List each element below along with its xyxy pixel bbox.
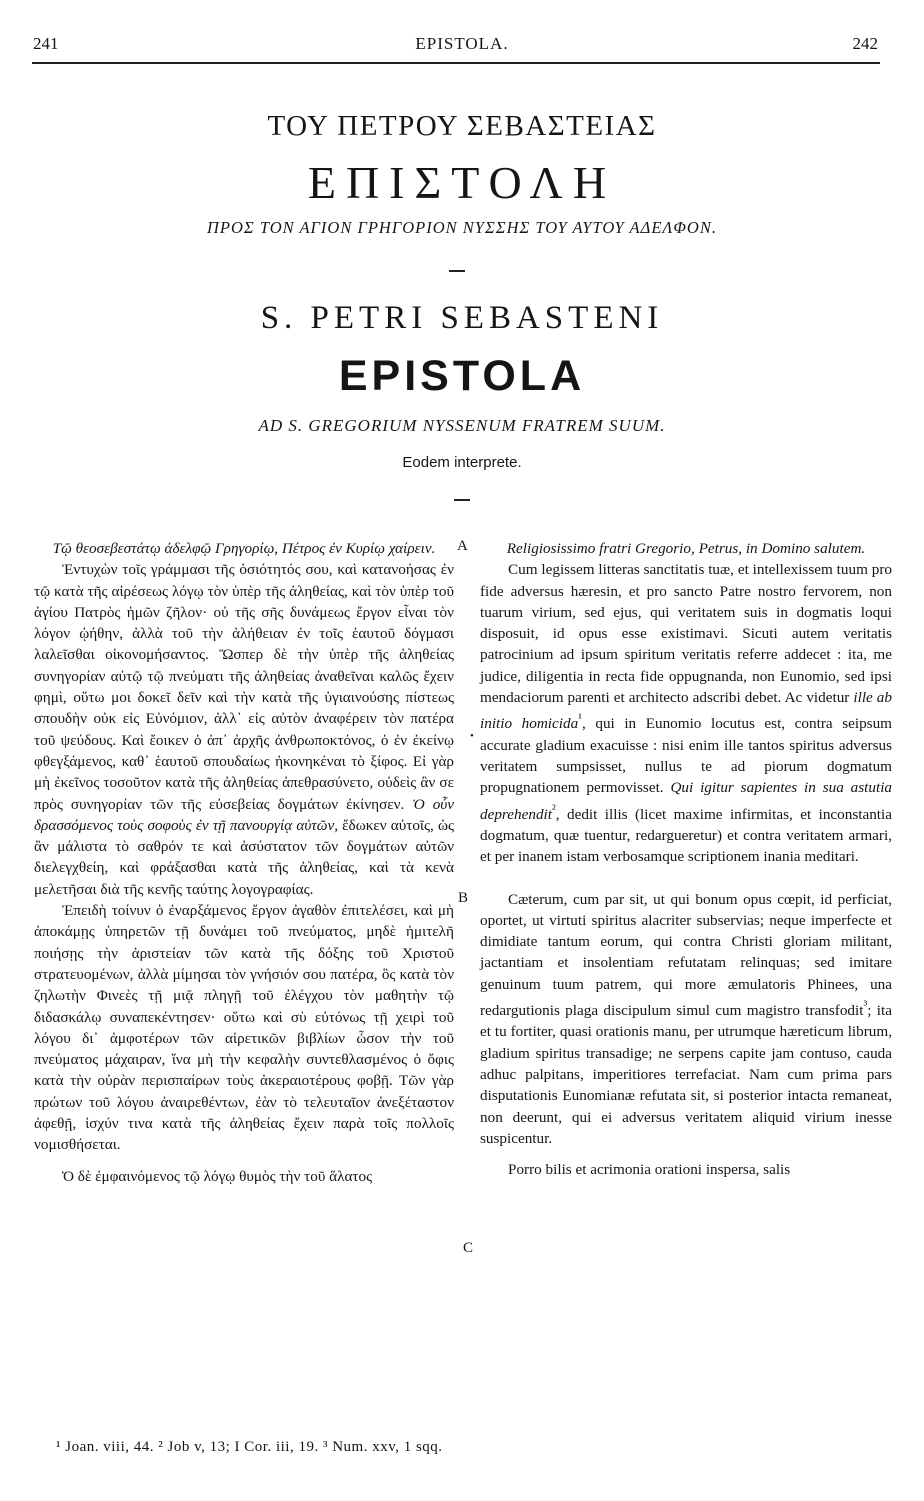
- footnote-ref: ²: [551, 801, 556, 816]
- margin-letter-c: C: [463, 1240, 474, 1256]
- footnote-ref: ³: [863, 998, 868, 1013]
- greek-title: ΤΟΥ ΠΕΤΡΟΥ ΣΕΒΑΣΤΕΙΑΣ: [267, 110, 657, 142]
- greek-paragraph: Ἐντυχὼν τοῖς γράμμασι τῆς ὁσιότητός σου, καὶ κατανοήσας ἐν τῷ κατὰ τῆς αἱρέσεως λόγῳ τὸν ὑπὲρ τῆς ἀληθείας, καὶ τὸν ὑπὲρ τοῦ ἁγίου Πατρὸς ἡμῶν ζῆλον· οὐ τῆς σῆς δυνάμεως ἔργον εἶναι τὸν λόγον ᾠήθην, ἀλλὰ τοῦ τὴν ἀλήθειαν ἐν τοῖς ἑαυτοῦ δόγμασι λαλεῖσθαι οἰκονομήσαντος. Ὥσπερ δὲ τὴν ὑπὲρ τῆς ἀληθείας συνηγορίαν αὐτῷ τῷ πνεύματι τῆς ἀληθείας ἀναθεῖναι καλῶς ἔχειν φημὶ, οὕτω μοι δοκεῖ δεῖν καὶ τὴν κατὰ τῆς ὑγιαινούσης πίστεως σπουδὴν οὐκ εἰς Εὐνόμιον, ἀλλ᾽ εἰς αὐτὸν ἀναφέρειν τὸν πατέρα τοῦ ψεύδους. Καὶ ἔοικεν ὁ ἀπ᾽ ἀρχῆς ἀνθρωποκτόνος, ὁ ἐν ἐκείνῳ φθεγξάμενος, καθ᾽ ἑαυτοῦ σπουδαίως ἠκονηκέναι τὸ ξίφος. Εἰ γὰρ μὴ ἐκεῖνος τοσοῦτον κατὰ τῆς ἀληθείας ἀπεθρασύνετο, οὐδεὶς ἂν σε πρὸς συνηγορίαν τῶν τῆς εὐσεβείας δογμάτων ἐκίνησεν. Ὁ οὖν δρασσόμενος τοὺς σοφοὺς ἐν τῇ πανουργίᾳ αὐτῶν, ἔδωκεν αὐτοῖς, ὡς ἂν μάλιστα τὸ σαθρόν τε καὶ ἀσύστατον τῶν δογμάτων αὐτῶν διελεγχθείη, καὶ φράξασθαι κατὰ τῆς ἀληθείας, καὶ τὰ κενὰ μελετῆσαι διὰ τῆς κενῆς ταύτης λογογραφίας.: [34, 561, 455, 898]
- running-header: [0, 34, 924, 56]
- greek-epistle-title: ΕΠΙΣΤΟΛΗ: [307, 157, 617, 208]
- paragraph-gap: [480, 868, 892, 889]
- header-rule: [32, 62, 880, 64]
- page-number-right: 242: [852, 34, 878, 53]
- separator-dash: [449, 270, 465, 272]
- running-title: EPISTOLA.: [415, 34, 509, 53]
- margin-letter-b: B: [458, 890, 469, 906]
- latin-epistle-title: EPISTOLA: [338, 352, 586, 400]
- latin-paragraph: Cum legissem litteras sanctitatis tuæ, et intellexissem tuum pro fide adversus hæresin, et pro sancto Patre nostro fervorem, non tuarum virium, sed ejus, qui veritatem suis in dogmatis loqui disposuit, id opus esse existimavi. Sicuti autem veritatis patrocinium ad ipsum spiritum veritatis referre addecet : ita, me judice, diligentia in recta fide oppugnanda, non Eunomio, sed ipsi mendaciorum parenti et architecto adscribi debet. Ac videtur ille ab initio homicida$^{^1}$, qui in Eunomio locutus est, contra seipsum accurate gladium exacuisse : nisi enim ille tantos spiritus adversus veritatem sumpsisset, nullus te ad piorum dogmatum propugnationem permovisset. Qui igitur sapientes in sua astutia deprehendit$^{^2}$, dedit illis (licet maxime infirmitas, et inconstantia dogmatum, quæ tuentur, redargueretur) et contra veritatem armari, et per inanem istam verbosamque scriptionem inania meditari.: [480, 561, 893, 866]
- greek-paragraph: Ὁ δὲ ἐμφαινόμενος τῷ λόγῳ θυμὸς τὴν τοῦ ἅλατος: [62, 1167, 373, 1185]
- separator-dash: [454, 499, 470, 501]
- margin-letter-a: A: [457, 538, 468, 554]
- footnotes: ¹ Joan. viii, 44. ² Job v, 13; I Cor. iii, 19. ³ Num. xxv, 1 sqq.: [56, 1439, 443, 1455]
- latin-paragraph: Cæterum, cum par sit, ut qui bonum opus cœpit, id perficiat, oportet, ut virtuti spiritus alacriter subservias; neque imperfecte et dimidiate tantum eorum, qui contra Christi gloriam militant, jactantiam et insolentiam refutatam relinquas; sed imitare genuinum tuum patrem, qui more æmulatoris Phinees, una redargutionis plaga discipulum simul cum magistro transfodit$^{^3}$; ita et tu fortiter, quasi orationis manu, per utrumque hæreticum librum, gladium spiritus transadige; ne serpens capite jam contuso, cauda adhuc palpitans, imperitiores terrefaciat. Nam cum prima pars disputationis Eunomianæ refutata sit, si posterior intacta remaneat, non deerunt, qui ei adversus veritatem aliquid virium inesse suspicentur.: [480, 890, 892, 1147]
- latin-text-column: [480, 538, 892, 1181]
- latin-paragraph: Porro bilis et acrimonia orationi inspersa, salis: [508, 1161, 791, 1179]
- latin-title: S. PETRI SEBASTENI: [260, 300, 664, 336]
- greek-text-column: [34, 538, 454, 1187]
- greek-italic-quote: Ὁ οὖν δρασσόμενος τοὺς σοφοὺς ἐν τῇ πανουργίᾳ αὐτῶν,: [34, 795, 455, 834]
- page-number-left: 241: [33, 34, 59, 53]
- footnote-ref: ¹: [578, 711, 582, 726]
- greek-salutation: Τῷ θεοσεβεστάτῳ ἀδελφῷ Γρηγορίῳ, Πέτρος ἐν Κυρίῳ χαίρειν.: [52, 540, 436, 557]
- interpreter-note: Eodem interprete.: [402, 454, 522, 471]
- margin-dot: •: [470, 730, 474, 742]
- latin-subtitle: AD S. GREGORIUM NYSSENUM FRATREM SUUM.: [258, 416, 666, 435]
- greek-subtitle: ΠΡΟΣ ΤΟΝ ΑΓΙΟΝ ΓΡΗΓΟΡΙΟΝ ΝΥΣΣΗΣ ΤΟΥ ΑΥΤΟΥ ΑΔΕΛΦΟΝ.: [207, 218, 717, 237]
- greek-paragraph: Ἐπειδὴ τοίνυν ὁ ἐναρξάμενος ἔργον ἀγαθὸν ἐπιτελέσει, καὶ μὴ ἀποκάμῃς ὑπηρετῶν τῇ δυνάμει τοῦ πνεύματος, μηδὲ ἡμιτελῆ ποιήσῃς τὴν ἀριστείαν τῶν κατὰ τῆς δόξης τοῦ Χριστοῦ στρατευομένων, ἀλλὰ μίμησαι τὸν γνήσιόν σου πατέρα, ὃς κατὰ τὸν ζηλωτὴν Φινεὲς τῇ μιᾷ πληγῇ τοῦ ἐλέγχου τὸν μαθητὴν τῷ διδασκάλῳ συναπεκέντησεν· οὕτω καὶ σὺ εὐτόνως τῇ χειρὶ τοῦ λόγου δι᾽ ἀμφοτέρων τῶν αἱρετικῶν βιβλίων ὦσον τὴν τοῦ πνεύματος μάχαιραν, ἵνα μὴ τὴν κεφαλὴν συντεθλασμένος ὁ ὄφις κατὰ τὴν οὐρὰν περισπαίρων τοὺς ἀκεραιοτέρους φοβῇ. Τῶν γὰρ πρώτων τοῦ λόγου ἀναιρεθέντων, ἐὰν τὸ τελευταῖον ἀνεξέταστον ἀφεθῇ, ἰσχύν τινα κατὰ τῆς ἀληθείας ἔχειν παρὰ τοῖς πολλοῖς νομισθήσεται.: [34, 902, 454, 1154]
- latin-salutation: Religiosissimo fratri Gregorio, Petrus, in Domino salutem.: [506, 540, 866, 557]
